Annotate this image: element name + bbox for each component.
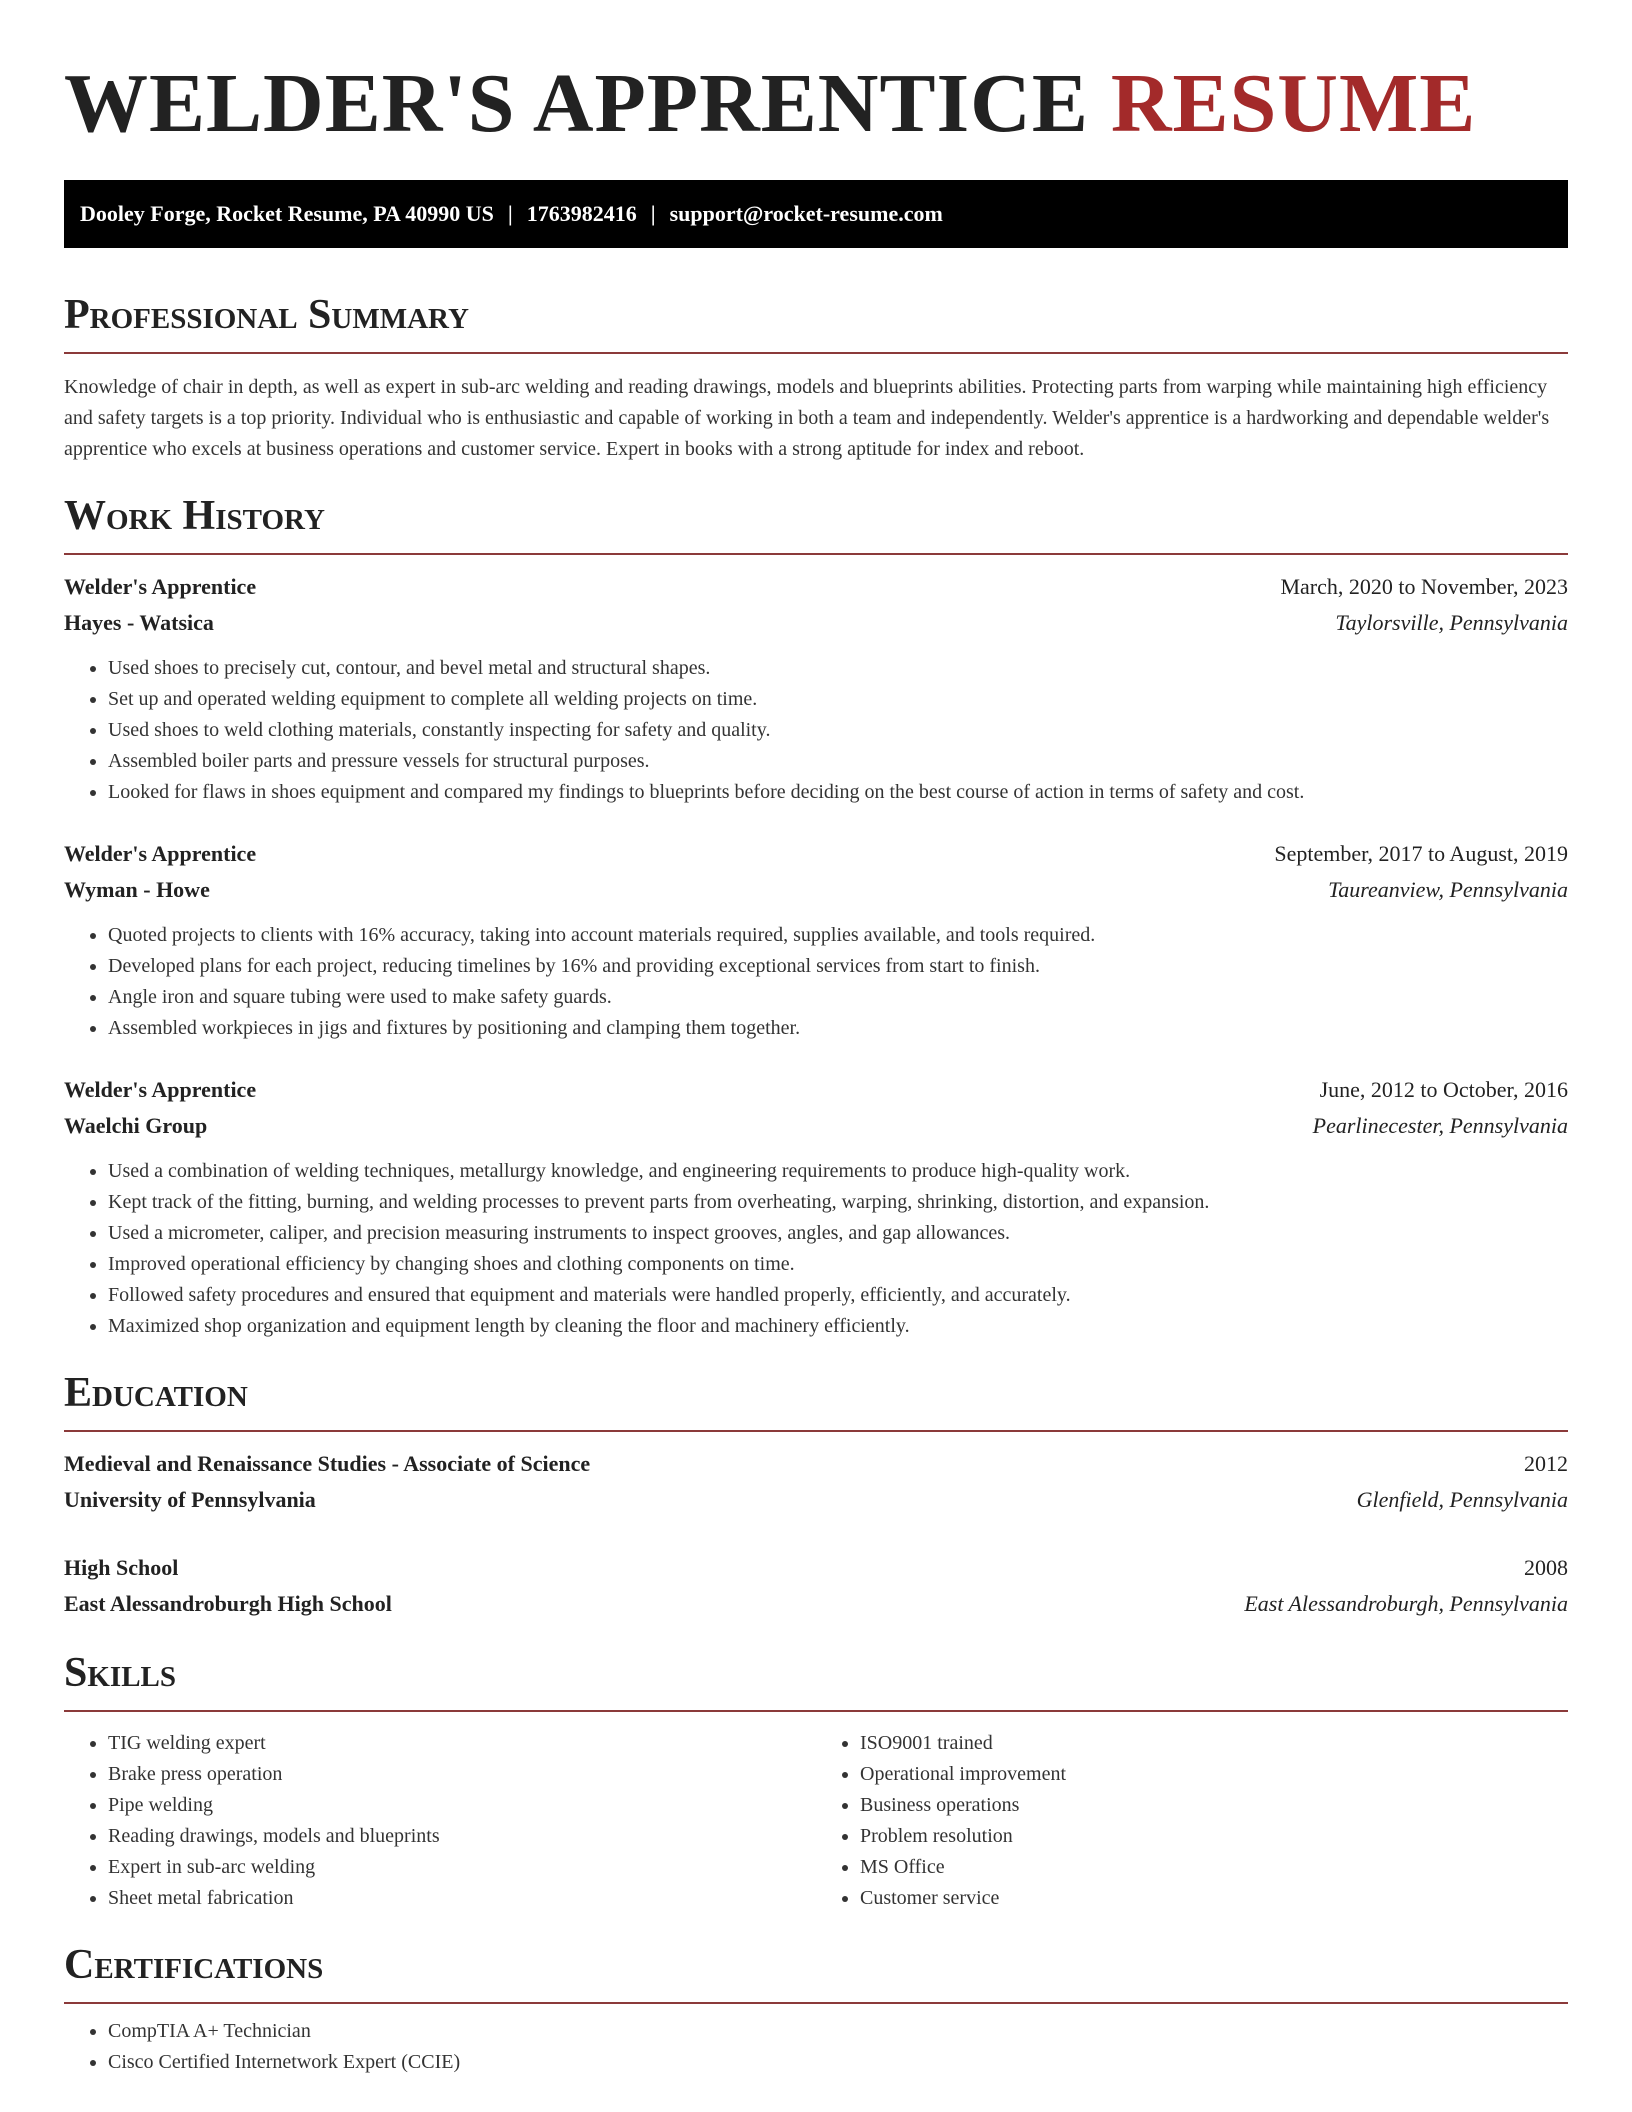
job-bullet: • Angle iron and square tubing were used to make safety guards. xyxy=(108,982,1568,1013)
skill-item: • TIG welding expert xyxy=(108,1728,816,1759)
education-location: Glenfield, Pennsylvania xyxy=(1356,1487,1568,1512)
education-degree: High School xyxy=(64,1555,179,1580)
contact-bar xyxy=(64,180,1568,248)
certifications-list xyxy=(64,2016,1568,2078)
section-heading-work: Work History xyxy=(64,493,325,539)
skill-item: • Expert in sub-arc welding xyxy=(108,1852,816,1883)
education-location: East Alessandroburgh, Pennsylvania xyxy=(1244,1591,1568,1616)
job-bullet: • Developed plans for each project, reducing timelines by 16% and providing exceptional services from start to finish. xyxy=(108,951,1568,982)
skill-item: • Sheet metal fabrication xyxy=(108,1883,816,1914)
title-accent: RESUME xyxy=(1110,57,1477,150)
job-bullets xyxy=(64,920,1568,1044)
job-bullet: • Used a micrometer, caliper, and precision measuring instruments to inspect grooves, angles, and gap allowances. xyxy=(108,1218,1568,1249)
job-bullet: • Assembled workpieces in jigs and fixtures by positioning and clamping them together. xyxy=(108,1013,1568,1044)
job-company: Hayes - Watsica xyxy=(64,610,214,635)
contact-address: Dooley Forge, Rocket Resume, PA 40990 US xyxy=(80,201,494,226)
education-section xyxy=(64,1368,1568,1622)
job-location: Taureanview, Pennsylvania xyxy=(1328,877,1568,902)
education-school: East Alessandroburgh High School xyxy=(64,1591,392,1616)
contact-separator: | xyxy=(650,201,656,226)
job-bullet: • Looked for flaws in shoes equipment and compared my findings to blueprints before deciding on the best course of action in terms of safety and cost. xyxy=(108,777,1568,808)
job-entry xyxy=(64,1072,1568,1342)
job-entry xyxy=(64,836,1568,1044)
education-degree-row xyxy=(64,1446,1568,1482)
skill-item: • Reading drawings, models and blueprints xyxy=(108,1821,816,1852)
section-divider xyxy=(64,2002,1568,2004)
job-bullet: • Used shoes to precisely cut, contour, and bevel metal and structural shapes. xyxy=(108,653,1568,684)
education-entry xyxy=(64,1550,1568,1622)
job-bullet: • Used shoes to weld clothing materials, constantly inspecting for safety and quality. xyxy=(108,715,1568,746)
skill-item: • Pipe welding xyxy=(108,1790,816,1821)
job-bullet: • Followed safety procedures and ensured that equipment and materials were handled properly, efficiently, and accurately. xyxy=(108,1280,1568,1311)
job-company: Wyman - Howe xyxy=(64,877,210,902)
job-dates: March, 2020 to November, 2023 xyxy=(1280,574,1568,599)
skills-list-right xyxy=(816,1728,1568,1914)
skill-item: • MS Office xyxy=(860,1852,1568,1883)
job-bullet: • Assembled boiler parts and pressure vessels for structural purposes. xyxy=(108,746,1568,777)
education-school: University of Pennsylvania xyxy=(64,1487,316,1512)
section-divider xyxy=(64,553,1568,555)
title-main: WELDER'S APPRENTICE xyxy=(64,57,1089,150)
education-entry xyxy=(64,1446,1568,1518)
education-school-row xyxy=(64,1482,1568,1518)
job-company-row xyxy=(64,1108,1568,1144)
certification-item: • CompTIA A+ Technician xyxy=(108,2016,1568,2047)
skills-section xyxy=(64,1648,1568,1914)
contact-phone: 1763982416 xyxy=(526,201,637,226)
certifications-section xyxy=(64,1940,1568,2078)
contact-email: support@rocket-resume.com xyxy=(669,201,943,226)
job-location: Pearlinecester, Pennsylvania xyxy=(1312,1113,1568,1138)
job-title-row xyxy=(64,836,1568,872)
education-school-row xyxy=(64,1586,1568,1622)
section-divider xyxy=(64,1430,1568,1432)
work-history-section xyxy=(64,491,1568,1342)
job-title: Welder's Apprentice xyxy=(64,1077,257,1102)
job-dates: June, 2012 to October, 2016 xyxy=(1319,1077,1568,1102)
job-title: Welder's Apprentice xyxy=(64,841,257,866)
job-bullet: • Maximized shop organization and equipment length by cleaning the floor and machinery efficiently. xyxy=(108,1311,1568,1342)
job-bullet: • Quoted projects to clients with 16% accuracy, taking into account materials required, supplies available, and tools required. xyxy=(108,920,1568,951)
section-heading-education: Education xyxy=(64,1370,248,1416)
skill-item: • Customer service xyxy=(860,1883,1568,1914)
job-location: Taylorsville, Pennsylvania xyxy=(1335,610,1568,635)
job-company-row xyxy=(64,605,1568,641)
section-heading-summary: Professional Summary xyxy=(64,292,469,338)
skill-item: • Problem resolution xyxy=(860,1821,1568,1852)
skill-item: • ISO9001 trained xyxy=(860,1728,1568,1759)
skills-columns xyxy=(64,1712,1568,1914)
job-dates: September, 2017 to August, 2019 xyxy=(1274,841,1568,866)
job-title-row xyxy=(64,569,1568,605)
education-year: 2008 xyxy=(1524,1555,1568,1580)
certification-item: • Cisco Certified Internetwork Expert (CCIE) xyxy=(108,2047,1568,2078)
skills-list-left xyxy=(64,1728,816,1914)
section-heading-skills: Skills xyxy=(64,1650,177,1696)
job-company: Waelchi Group xyxy=(64,1113,208,1138)
summary-section xyxy=(64,290,1568,465)
job-bullet: • Set up and operated welding equipment to complete all welding projects on time. xyxy=(108,684,1568,715)
section-divider xyxy=(64,352,1568,354)
job-bullet: • Kept track of the fitting, burning, and welding processes to prevent parts from overheating, warping, shrinking, distortion, and expansion. xyxy=(108,1187,1568,1218)
resume-title xyxy=(64,0,1568,150)
summary-text: Knowledge of chair in depth, as well as expert in sub-arc welding and reading drawings, models and blueprints abilities. Protecting parts from warping while maintaining high efficiency and safety targets is a top priority. Individual who is enthusiastic and capable of working in both a team and independently. Welder's apprentice is a hardworking and dependable welder's apprentice who excels at business operations and customer service. Expert in books with a strong aptitude for index and reboot. xyxy=(64,376,1550,460)
skill-item: • Business operations xyxy=(860,1790,1568,1821)
job-bullet: • Used a combination of welding techniques, metallurgy knowledge, and engineering requirements to produce high-quality work. xyxy=(108,1156,1568,1187)
skill-item: • Brake press operation xyxy=(108,1759,816,1790)
job-company-row xyxy=(64,872,1568,908)
education-year: 2012 xyxy=(1524,1451,1568,1476)
job-bullet: • Improved operational efficiency by changing shoes and clothing components on time. xyxy=(108,1249,1568,1280)
section-heading-certifications: Certifications xyxy=(64,1942,324,1988)
education-degree-row xyxy=(64,1550,1568,1586)
education-degree: Medieval and Renaissance Studies - Associate of Science xyxy=(64,1451,591,1476)
job-title-row xyxy=(64,1072,1568,1108)
skill-item: • Operational improvement xyxy=(860,1759,1568,1790)
job-bullets xyxy=(64,1156,1568,1342)
job-title: Welder's Apprentice xyxy=(64,574,257,599)
job-entry xyxy=(64,569,1568,808)
contact-separator: | xyxy=(507,201,513,226)
job-bullets xyxy=(64,653,1568,808)
